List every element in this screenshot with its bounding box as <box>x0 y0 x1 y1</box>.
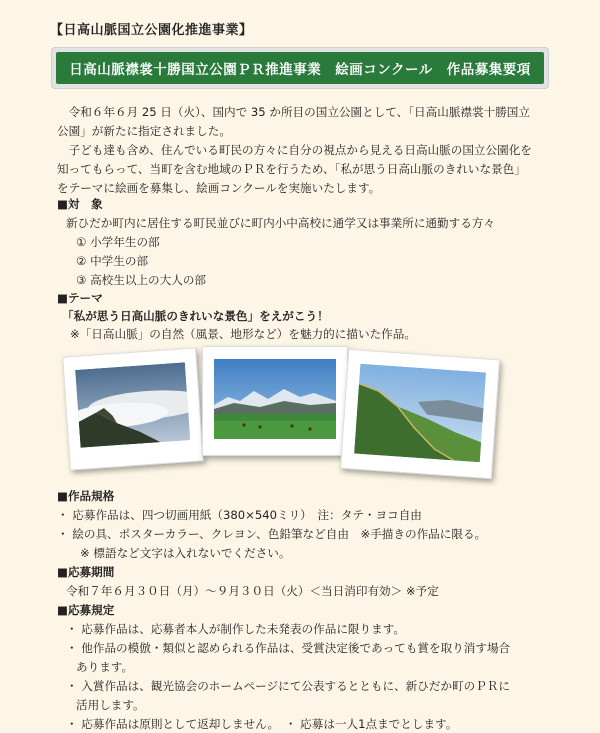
intro-line: 子ども達も含め、住んでいる町民の方々に自分の視点から見える日高山脈の国立公園化を <box>57 143 532 157</box>
section-title: 【日高山脈国立公園化推進事業】 <box>50 23 253 38</box>
pasture-image <box>214 359 336 439</box>
specs-item: ・ 絵の具、ポスターカラー、クレヨン、色鉛筆など自由 ※手描きの作品に限る。 <box>57 527 487 541</box>
photo-pasture-mountains <box>202 346 348 456</box>
rules-item: ・ 応募作品は原則として返却しません。 ・ 応募は一人1点までとします。 <box>66 717 458 731</box>
ridge-image <box>354 364 486 463</box>
banner-title: 日高山脈襟裳十勝国立公園ＰＲ推進事業 絵画コンクール 作品募集要項 <box>56 52 544 84</box>
rules-item: ・ 応募作品は、応募者本人が制作した未発表の作品に限ります。 <box>66 622 405 636</box>
rules-item-continued: あります。 <box>76 660 134 674</box>
intro-line: 知ってもらって、当町を含む地域のＰＲを行うため、「私が思う日高山脈のきれいな景色」 <box>57 162 526 176</box>
intro-paragraph <box>57 103 551 198</box>
cloud-sea-image <box>75 362 190 447</box>
specs-note: ※ 標語など文字は入れないでください。 <box>80 546 291 560</box>
period-text: 令和７年６月３０日（月）～９月３０日（火）＜当日消印有効＞ ※予定 <box>66 584 439 598</box>
specs-item: ・ 応募作品は、四つ切画用紙（380×540ミリ） 注：タテ・ヨコ自由 <box>57 508 422 522</box>
intro-line: 公園」が新たに指定されました。 <box>57 124 231 138</box>
photo-green-ridge <box>340 349 500 479</box>
rules-item-continued: 活用します。 <box>76 698 145 712</box>
title-banner <box>52 48 548 88</box>
theme-note: ※「日高山脈」の自然（風景、地形など）を魅力的に描いた作品。 <box>70 327 416 341</box>
target-group: ① 小学年生の部 <box>76 235 160 249</box>
target-group: ③ 高校生以上の大人の部 <box>76 273 207 287</box>
intro-line: をテーマに絵画を募集し、絵画コンクールを実施いたします。 <box>57 181 381 195</box>
photo-cloud-sea <box>62 347 204 470</box>
target-description: 新ひだか町内に居住する町民並びに町内小中高校に通学又は事業所に通勤する方々 <box>66 216 495 230</box>
intro-line: 令和６年６月 25 日（火）、国内で 35 か所目の国立公園として、「日高山脈襟裳十勝国立 <box>57 105 530 119</box>
rules-item: ・ 入賞作品は、観光協会のホームページにて公表するとともに、新ひだか町のＰＲに <box>66 679 511 693</box>
specs-heading: ■作品規格 <box>57 489 115 503</box>
target-heading: ■対 象 <box>57 197 103 211</box>
rules-heading: ■応募規定 <box>57 603 115 617</box>
theme-main: 「私が思う日高山脈のきれいな景色」をえがこう！ <box>62 309 329 323</box>
rules-item: ・ 他作品の模倣・類似と認められる作品は、受賞決定後であっても賞を取り消す場合 <box>66 641 511 655</box>
target-group: ② 中学生の部 <box>76 254 149 268</box>
theme-heading: ■テーマ <box>57 291 103 305</box>
period-heading: ■応募期間 <box>57 565 115 579</box>
